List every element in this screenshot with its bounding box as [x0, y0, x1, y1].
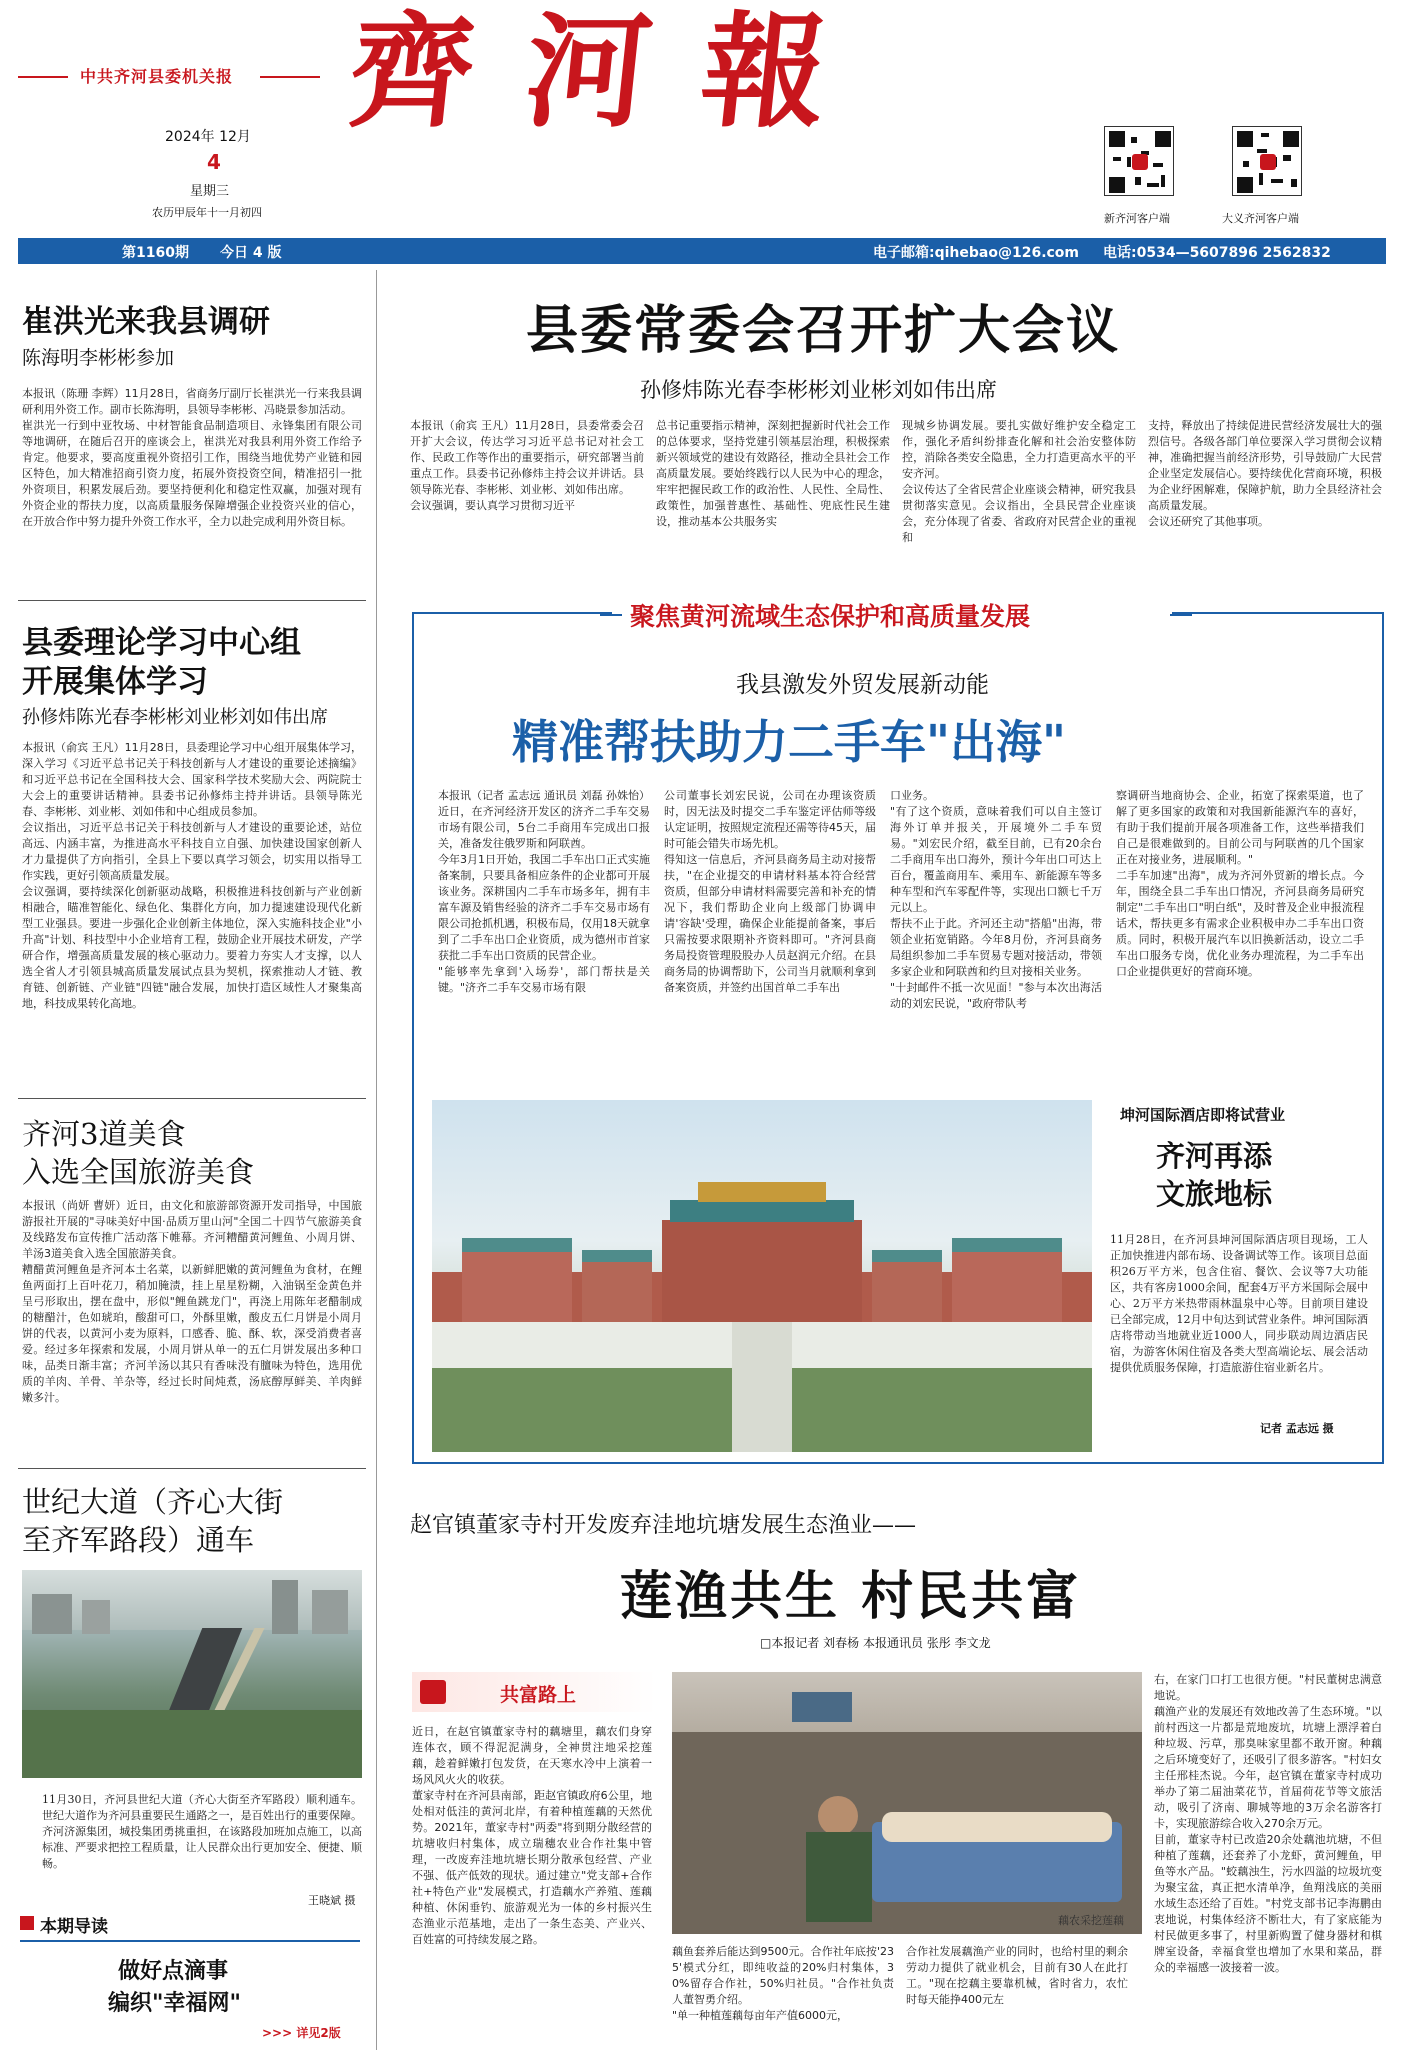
headline-line-1: 齐河3道美食 [22, 1117, 186, 1151]
divider [18, 1468, 366, 1469]
date-ym: 2024年 12月 [165, 129, 251, 145]
lotus-col-1: 近日，在赵官镇董家寺村的藕塘里，藕农们身穿连体衣，顾不得泥泥满身，全神贯注地采挖莲藕，趁着鲜嫩打包发货，在天寒水冷中上演着一场风风火火的收获。 董家寺村在齐河县南部，距赵官镇政府6公里，地处相对低洼的黄河北岸，有着种植莲藕的天然优势。2021年，董家寺村"两委"将到期分散经营的坑塘收归村集体，成立瑞穗农业合作社集中管理，一改废弃洼地坑塘长期分散承包经营、产业不强、低产低效的现状。通过建立"党支部+合作社+特色产业"发展模式，打造藕水产养殖、莲藕种植、休闲垂钓、旅游观光为一体的乡村振兴生态渔业示范基地，走出了一条生态美、产业兴、百姓富的可持续发展之路。 [412, 1725, 652, 1946]
lead-headline: 县委常委会召开扩大会议 [526, 301, 1121, 361]
lotus-col-4: 右，在家门口打工也很方便。"村民董树忠满意地说。 藕渔产业的发展还有效地改善了生态环境。"以前村西这一片都是荒地废坑，坑塘上漂浮着白种垃圾、污草，那臭味家里都不敢开窗。种藕之后环境变好了，还吸引了很多游客。"村妇女主任邢桂杰说。今年，赵官镇在董家寺村成功举办了第二届油菜花节，首届荷花节等文旅活动，吸引了济南、聊城等地的3万余名游客打卡，实现旅游综合收入270余万元。 目前，董家寺村已改造20余处藕池坑塘，不但种植了莲藕，还套养了小龙虾，黄河鲤鱼，甲鱼等水产品。"蛟藕浊生，污水四溢的垃圾坑变为聚宝盆，真正把水清单净，鱼翔浅底的美丽水域生态还给了百姓。"村党支部书记李海鹏由衷地说，村集体经济不断壮大，有了家底能为村民做更多事了，村里新购置了健身器材和棋牌室设备，幸福食堂也增加了水果和菜品，群众的幸福感一波接着一波。 [1154, 1673, 1382, 1974]
subheadline: 陈海明李彬彬参加 [22, 347, 175, 369]
qr1-label: 新齐河客户端 [1104, 212, 1170, 225]
lead-col-3: 现城乡协调发展。要扎实做好维护安全稳定工作，强化矛盾纠纷排查化解和社会治安整体防控，消除各类安全隐患，全力打造更高水平的平安齐河。 会议传达了全省民营企业座谈会精神，研究我县贯彻落实意见。会议指出，全县民营企业座谈会，充分体现了省委、省政府对民营企业的重视和 [902, 419, 1136, 544]
lotus-byline: □本报记者 刘春杨 本报通讯员 张彤 李文龙 [760, 1636, 991, 1650]
hotel-kicker: 坤河国际酒店即将试营业 [1120, 1106, 1286, 1124]
tag-label: 共富路上 [500, 1684, 577, 1706]
chevrons-icon: >>> [262, 2026, 297, 2040]
banner-tick-left [600, 614, 622, 616]
lead-col-1: 本报讯（俞宾 王凡）11月28日，县委常委会召开扩大会议，传达学习习近平总书记对社会工作、民政工作等作出的重要指示，研究部署当前重点工作。县委书记孙修炜主持会议并讲话。县领导陈光春、李彬彬、刘业彬、刘如伟出席。 会议强调，要认真学习贯彻习近平 [410, 419, 644, 512]
contact-email: 电子邮箱:qihebao@126.com [873, 245, 1080, 261]
divider [18, 1098, 366, 1099]
party-label: 中共齐河县委机关报 [80, 67, 234, 86]
headline: 崔洪光来我县调研 [22, 304, 270, 340]
see-more-label: 详见2版 [296, 2026, 341, 2040]
headline-line-2: 入选全国旅游美食 [22, 1155, 255, 1189]
guide-rule [20, 1940, 360, 1942]
page-count: 今日 4 版 [220, 245, 282, 261]
qr-code-xinqihe[interactable] [1104, 126, 1174, 196]
headline-line-1: 世纪大道（齐心大街 [22, 1485, 284, 1519]
headline-line-2: 至齐军路段）通车 [22, 1523, 255, 1557]
feature-kicker: 我县激发外贸发展新动能 [736, 672, 989, 698]
lead-subheadline: 孙修炜陈光春李彬彬刘业彬刘如伟出席 [640, 378, 997, 402]
tag-icon [420, 1680, 446, 1704]
lotus-photo-caption: 藕农采挖莲藕 [1058, 1914, 1124, 1927]
lead-col-2: 总书记重要指示精神，深刻把握新时代社会工作的总体要求，坚持党建引领基层治理，积极探索新兴领域党的建设有效路径，推动全县社会工作高质量发展。要始终践行以人民为中心的理念，牢牢把握民政工作的政治性、人民性、全局性、政策性，加强普惠性、基础性、兜底性民生建设，推动基本公共服务实 [656, 419, 890, 528]
weekday: 星期三 [190, 184, 230, 199]
banner-tick-right [1170, 614, 1192, 616]
lead-col-4: 支持，释放出了持续促进民营经济发展壮大的强烈信号。各级各部门单位要深入学习贯彻会议精神，准确把握当前经济形势，引导鼓励广大民营企业坚定发展信心。要持续优化营商环境，积极为企业纾困解难，保障护航，助力全县经济社会高质量发展。 会议还研究了其他事项。 [1148, 419, 1382, 528]
article-body: 本报讯（俞宾 王凡）11月28日，县委理论学习中心组开展集体学习，深入学习《习近平总书记关于科技创新与人才建设的重要论述摘编》和习近平总书记在全国科技大会、国家科学技术奖励大会、两院院士大会上的重要讲话精神。县委书记孙修炜主持并讲话。县领导陈光春、李彬彬、刘业彬、刘如伟和中心组成员参加。 会议指出，习近平总书记关于科技创新与人才建设的重要论述，站位高远、内涵丰富，为推进高水平科技自立自强、加快建设国家创新人才力量提供了方向指引，全县上下要以真学习领会，切实用以指导工作实践，更好引领高质量发展。 会议强调，要持续深化创新驱动战略，积极推进科技创新与产业创新相融合，瞄准智能化、绿色化、集群化方向，加力提速建设现代化新型工业强县。要进一步强化企业创新主体地位，深入实施科技企业"小升高"计划、科技型中小企业培育工程，鼓励企业开展技术研发，产学研合作，增强高质量发展的核心驱动力。要着力夯实人才支撑，以人选全省人才引领县城高质量发展试点县为契机，探索推动人才链、教育链、创新链、产业链"四链"融合发展，加快打造区域性人才聚集高地，科技成果转化高地。 [22, 741, 362, 1010]
guide-title-line-1: 做好点滴事 [118, 1958, 229, 1984]
feature-banner: 聚焦黄河流域生态保护和高质量发展 [630, 602, 1031, 631]
divider [18, 600, 366, 601]
lotus-photo [672, 1672, 1142, 1934]
guide-marker [20, 1916, 34, 1930]
masthead-rule-mid [260, 76, 320, 78]
hotel-headline-line-1: 齐河再添 [1156, 1139, 1273, 1173]
feature-col-2: 公司董事长刘宏民说，公司在办理该资质时，因无法及时提交二手车鉴定评估师等级认定证明，按照规定流程还需等待45天，届时可能会错失市场先机。 得知这一信息后，齐河县商务局主动对接帮扶，"在企业提交的申请材料基本符合经营资质，但部分申请材料需要完善和补充的情况下，我们帮助企业向上级部门协调申请'容缺'受理，确保企业能提前备案，事后只需按要求限期补齐资料即可。"齐河县商务局投资管理股股办人员赵润元介绍。在县商务局的协调帮助下，公司当月就顺利拿到备案资质，并签约出国首单二手车出 [664, 789, 876, 994]
article-body: 本报讯（陈珊 李辉）11月28日，省商务厅副厅长崔洪光一行来我县调研利用外资工作。副市长陈海明，县领导李彬彬、冯晓景参加活动。 崔洪光一行到中亚牧场、中材智能食品制造项目、永锋集团有限公司等地调研，在随后召开的座谈会上，崔洪光对我县利用外资工作给予肯定。他要求，要高度重视外资招引工作，围绕当地优势产业链和园区特色，加大精准招商引资力度，拓展外资投资空间，精准招引一批外资项目，积累发展后劲。要坚持便利化和稳定性双赢，加强对现有外资企业的帮扶力度，以高质量服务保障增强企业投资兴业的信心，在开放合作中努力提升外资工作水平，全力以赴完成利用外资目标。 [22, 387, 362, 528]
feature-col-1: 本报讯（记者 孟志远 通讯员 刘磊 孙姝怡）近日，在齐河经济开发区的济齐二手车交易市场有限公司，5台二手商用车完成出口报关，准备发往俄罗斯和阿联酋。 今年3月1日开始，我国二手车出口正式实施备案制，只要具备相应条件的企业都可开展该业务。深耕国内二手车市场多年，拥有丰富车源及销售经验的济齐二手车交易市场有限公司抢抓机遇，积极布局，仅用18天就拿到了二手车出口企业资质，成为德州市首家获批二手车出口资质的民营企业。 "能够率先拿到'入场券'，部门帮扶是关键。"济齐二手车交易市场有限 [438, 789, 650, 994]
photo-credit: 王晓斌 摄 [308, 1894, 356, 1907]
series-tag [412, 1672, 656, 1712]
issue-band [18, 238, 1386, 264]
date-day: 4 [207, 150, 221, 174]
masthead-rule-left [18, 76, 68, 78]
article-body: 本报讯（尚妍 曹妍）近日，由文化和旅游部资源开发司指导，中国旅游报社开展的"寻味美好中国·品质万里山河"全国二十四节气旅游美食及线路发布宣传推广活动落下帷幕。齐河糟醋黄河鲤鱼、小周月饼、羊汤3道美食入选全国旅游美食。 糟醋黄河鲤鱼是齐河本土名菜，以新鲜肥嫩的黄河鲤鱼为食材，在鲤鱼两面打上百叶花刀，稍加腌渍，挂上星星粉糊，入油锅至金黄色并呈弓形取出，摆在盘中，形似"鲤鱼跳龙门"，再浇上用陈年老醋制成的糖醋汁，色如琥珀，酸甜可口，外酥里嫩，酸皮五仁月饼是小周月饼的代表，以黄河小麦为原料，口感香、脆、酥、软，深受消费者喜爱。经过多年探索和发展，小周月饼从单一的五仁月饼发展出多种口味，品类日渐丰富；齐河羊汤以其只有香味没有膻味为特色，选用优质的羊肉、羊骨、羊杂等，经过长时间炖煮，汤底醇厚鲜美、羊肉鲜嫩多汁。 [22, 1199, 362, 1404]
feature-col-4: 察调研当地商协会、企业，拓宽了探索渠道，也了解了更多国家的政策和对我国新能源汽车的喜好，有助于我们提前开展各项准备工作，这些举措我们自己是很难做到的。目前公司与阿联酋的几个国家正在对接业务，进展顺利。" 二手车加速"出海"，成为齐河外贸新的增长点。今年，围绕全县二手车出口情况，齐河县商务局研究制定"二手车出口"明白纸"，及时普及企业申报流程话术，帮扶更多有需求企业积极申办二手车出口资质。同时，积极开展汽车以旧换新活动，设立二手车出口服务专岗，优化业务办理流程，为二手车出口企业提供更好的营商环境。 [1116, 789, 1364, 978]
headline-line-2: 开展集体学习 [22, 664, 208, 700]
lotus-headline: 莲渔共生 村民共富 [620, 1566, 1082, 1627]
issue-number: 第1160期 [122, 245, 189, 261]
contact-phone: 电话:0534—5607896 2562832 [1103, 245, 1331, 261]
road-photo [22, 1570, 362, 1778]
subheadline: 孙修炜陈光春李彬彬刘业彬刘如伟出席 [22, 707, 328, 728]
feature-col-3: 口业务。 "有了这个资质，意味着我们可以自主签订海外订单并报关，开展境外二手车贸易。"刘宏民介绍，截至目前，已有20余台二手商用车出口海外，预计今年出口可达上百台，覆盖商用车、乘用车、新能源车等多种车型和汽车零配件等，实现出口额七千万元以上。 帮扶不止于此。齐河还主动"搭船"出海，带领企业拓宽销路。今年8月份，齐河县商务局组织参加二手车贸易专题对接活动，带领多家企业和阿联酋和约旦对接相关业务。 "十封邮件不抵一次见面！"参与本次出海活动的刘宏民说，"政府带队考 [890, 789, 1102, 1010]
column-divider [376, 270, 377, 2050]
hotel-credit: 记者 孟志远 摄 [1260, 1422, 1334, 1435]
headline-line-1: 县委理论学习中心组 [22, 625, 301, 661]
lotus-col-2: 藕鱼套养后能达到9500元。合作社年底按'235'模式分红，即纯收益的20%归村集体，30%留存合作社，50%归社员。"合作社负责人董智勇介绍。 "单一种植莲藕每亩年产值6000元， [672, 1945, 894, 2022]
hotel-body: 11月28日，在齐河县坤河国际酒店项目现场，工人正加快推进内部布场、设备调试等工作。该项目总面积26万平方米，包含住宿、餐饮、会议等7大功能区，共有客房1000余间，配套4万平方米国际会展中心、2万平方米热带雨林温泉中心等。目前项目建设已全部完成，12月中旬达到试营业条件。坤河国际酒店将带动当地就业近1000人，同步联动周边酒店民宿，为游客休闲住宿及各类大型高端论坛、展会活动提供优质服务保障，打造旅游住宿业新名片。 [1110, 1233, 1368, 1374]
see-more-link[interactable] [262, 2024, 341, 2041]
hotel-headline-line-2: 文旅地标 [1156, 1177, 1273, 1211]
newspaper-title: 齊河報 [342, 0, 886, 145]
guide-title-line-2: 编织"幸福网" [108, 1990, 241, 2016]
qr-code-dayiqihe[interactable] [1232, 126, 1302, 196]
lotus-col-3: 合作社发展藕渔产业的同时，也给村里的剩余劳动力提供了就业机会，目前有30人在此打工。"现在挖藕主要靠机械，省时省力，农忙时每天能挣400元左 [906, 1945, 1128, 2006]
feature-headline: 精准帮扶助力二手车"出海" [512, 715, 1066, 769]
hotel-photo [432, 1100, 1092, 1452]
photo-caption: 11月30日，齐河县世纪大道（齐心大街至齐军路段）顺利通车。世纪大道作为齐河县重要民生通路之一，是百姓出行的重要保障。齐河济源集团，城投集团勇挑重担，在该路段加班加点施工，以高标准、严要求把控工程质量，让人民群众出行更加安全、便捷、顺畅。 [42, 1793, 362, 1870]
qr2-label: 大义齐河客户端 [1222, 212, 1299, 225]
lotus-kicker: 赵官镇董家寺村开发废弃洼地坑塘发展生态渔业—— [410, 1513, 917, 1538]
guide-label: 本期导读 [40, 1917, 108, 1937]
lunar-date: 农历甲辰年十一月初四 [152, 206, 262, 219]
